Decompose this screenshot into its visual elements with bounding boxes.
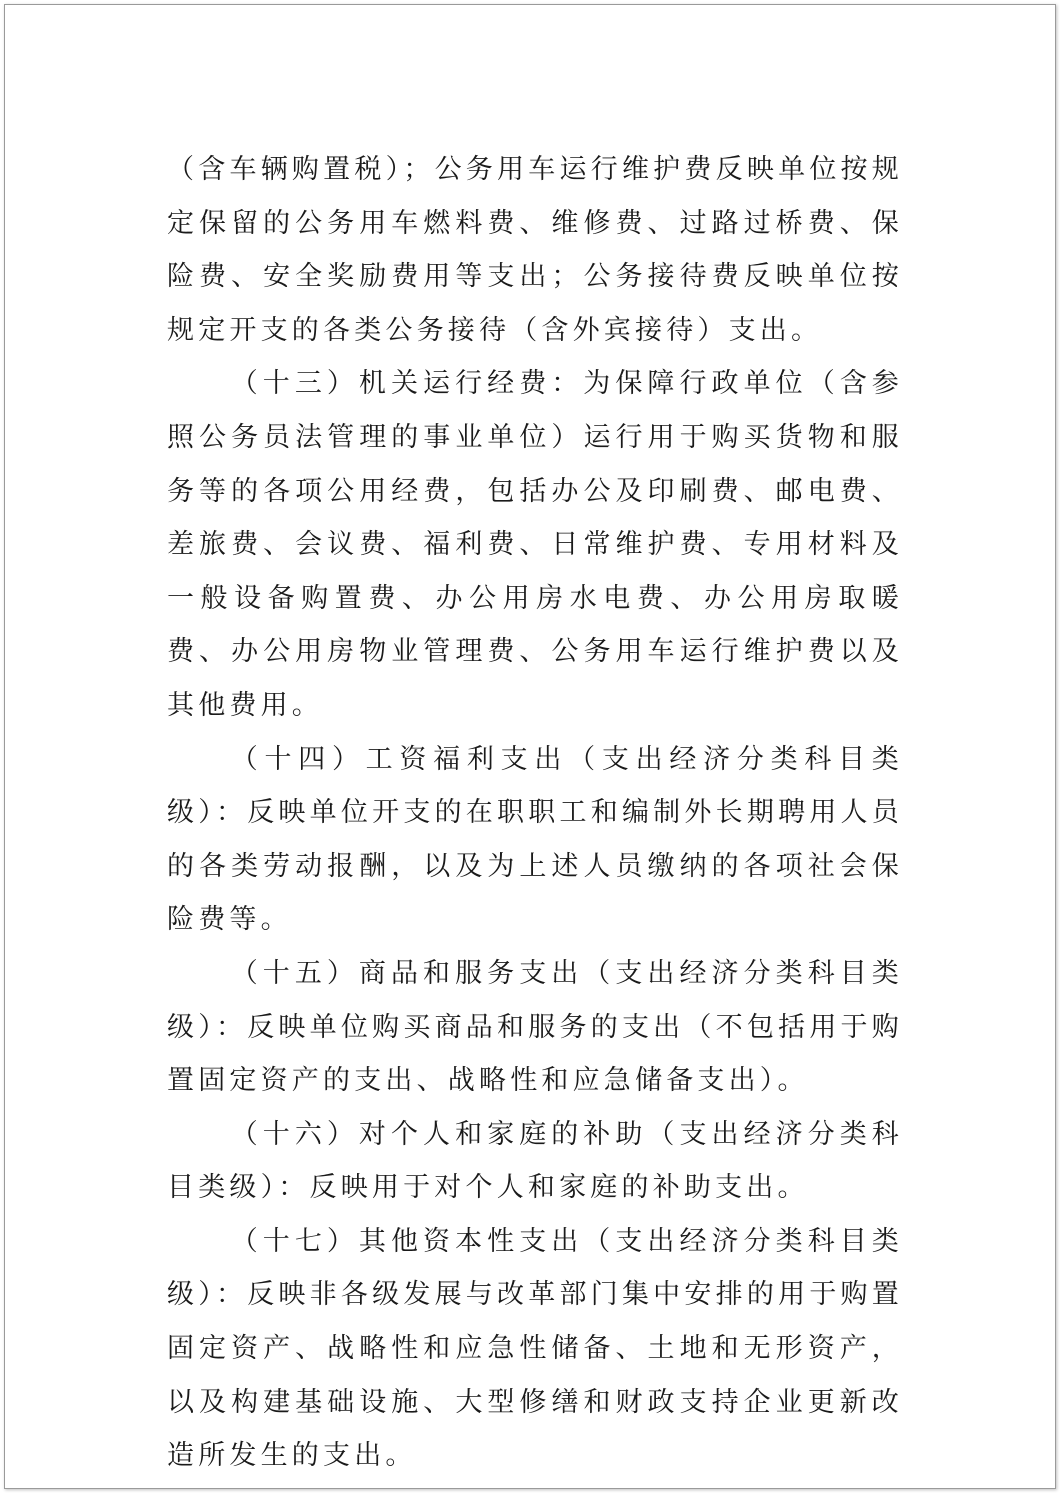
paragraph-17-capital-expenditure: （十七）其他资本性支出（支出经济分类科目类级）：反映非各级发展与改革部门集中安排的用于购置固定资产、战略性和应急性储备、土地和无形资产，以及构建基础设施、大型修缮和财政支持企业更新改造所发生的支出。 (167, 1225, 903, 1472)
paragraph-13-operating-expenses: （十三）机关运行经费：为保障行政单位（含参照公务员法管理的事业单位）运行用于购买货物和服务等的各项公用经费，包括办公及印刷费、邮电费、差旅费、会议费、福利费、日常维护费、专用材料及一般设备购置费、办公用房水电费、办公用房取暖费、办公用房物业管理费、公务用车运行维护费以及其他费用。 (167, 368, 903, 721)
document-page (4, 4, 1056, 1489)
document-body (167, 143, 903, 1483)
paragraph-16-subsidies: （十六）对个人和家庭的补助（支出经济分类科目类级）：反映用于对个人和家庭的补助支出。 (167, 1118, 903, 1204)
paragraph-14-wages-welfare: （十四）工资福利支出（支出经济分类科目类级）：反映单位开支的在职职工和编制外长期聘用人员的各类劳动报酬，以及为上述人员缴纳的各项社会保险费等。 (167, 743, 903, 936)
paragraph-15-goods-services: （十五）商品和服务支出（支出经济分类科目类级）：反映单位购买商品和服务的支出（不包括用于购置固定资产的支出、战略性和应急储备支出）。 (167, 957, 903, 1097)
paragraph-continued: （含车辆购置税）；公务用车运行维护费反映单位按规定保留的公务用车燃料费、维修费、过路过桥费、保险费、安全奖励费用等支出；公务接待费反映单位按规定开支的各类公务接待（含外宾接待）支出。 (167, 154, 903, 346)
